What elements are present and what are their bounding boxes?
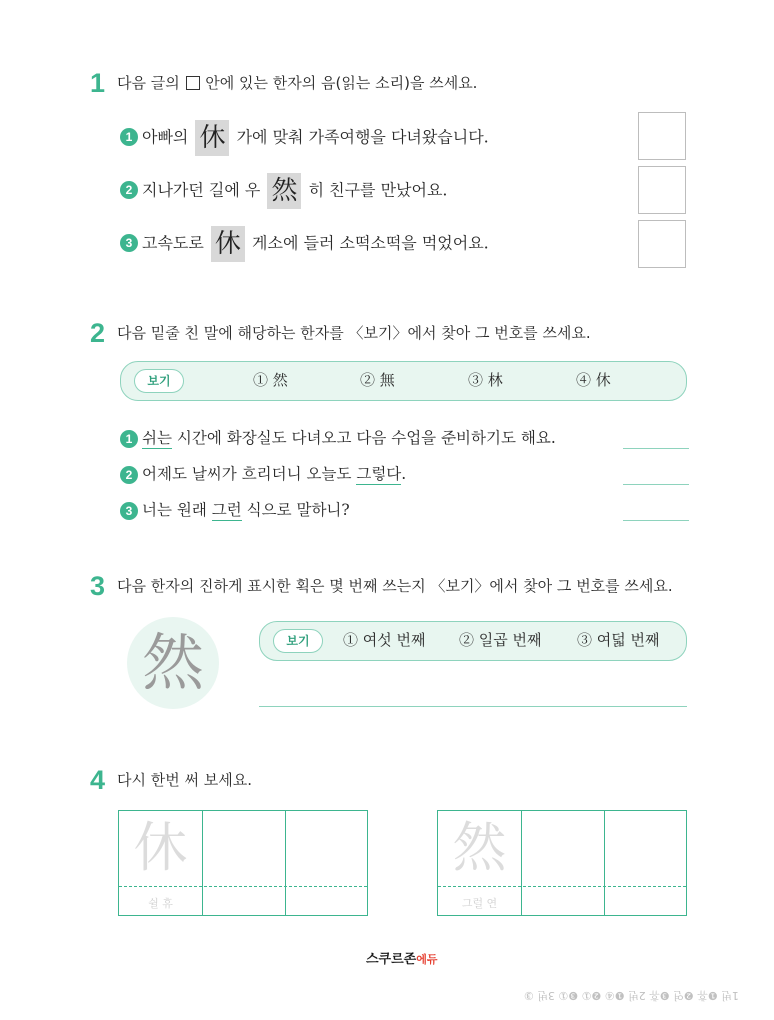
grid-cell-divider bbox=[202, 811, 203, 915]
question-1-instruction bbox=[117, 76, 477, 91]
sentence-text: 너는 원래 bbox=[142, 501, 212, 519]
sentence-text: 아빠의 bbox=[142, 127, 189, 147]
q2-sentence-2 bbox=[142, 467, 406, 483]
item-number-badge: 3 bbox=[120, 502, 138, 520]
underlined-word: 그런 bbox=[211, 501, 242, 519]
question-4-number: 4 bbox=[90, 765, 106, 795]
grid-cell-divider bbox=[285, 811, 286, 915]
item-number-badge: 2 bbox=[120, 181, 138, 199]
stroke-order-hanja: 然 bbox=[127, 617, 219, 709]
sentence-text: . bbox=[401, 465, 407, 483]
answer-line-1[interactable] bbox=[623, 448, 689, 449]
sentence-text: 게소에 들러 소떡소떡을 먹었어요. bbox=[252, 233, 489, 253]
bogi-option: ② 일곱 번째 bbox=[459, 631, 542, 649]
underlined-word: 그렇다 bbox=[356, 465, 402, 483]
logo-text: 에듀 bbox=[416, 953, 438, 966]
sentence-text: 고속도로 bbox=[142, 233, 204, 253]
q2-sentence-3 bbox=[142, 503, 350, 519]
item-number-badge: 2 bbox=[120, 466, 138, 484]
grid-dashed-line bbox=[119, 886, 367, 887]
trace-hanja: 休 bbox=[133, 816, 188, 879]
bogi-option: ① 然 bbox=[253, 371, 288, 389]
writing-grid-2[interactable] bbox=[437, 810, 687, 916]
hanja-reading: 쉴 휴 bbox=[148, 897, 173, 910]
sentence-text: 시간에 화장실도 다녀오고 다음 수업을 준비하기도 해요. bbox=[171, 429, 556, 447]
blank-box-icon bbox=[186, 76, 200, 90]
grid-cell-divider bbox=[521, 811, 522, 915]
question-4-instruction: 다시 한번 써 보세요. bbox=[117, 771, 252, 789]
highlighted-hanja: 休 bbox=[195, 120, 229, 156]
sentence-text: 어제도 날씨가 흐리더니 오늘도 bbox=[142, 465, 357, 483]
hanja-reading: 그럴 연 bbox=[461, 897, 498, 910]
item-number-badge: 1 bbox=[120, 128, 138, 146]
item-number-badge: 1 bbox=[120, 430, 138, 448]
answer-line-2[interactable] bbox=[623, 484, 689, 485]
highlighted-hanja: 然 bbox=[267, 173, 301, 209]
question-3-instruction: 다음 한자의 진하게 표시한 획은 몇 번째 쓰는지 〈보기〉에서 찾아 그 번호를 쓰세요. bbox=[117, 577, 673, 595]
bogi-option: ④ 休 bbox=[576, 371, 611, 389]
question-1-number: 1 bbox=[90, 68, 106, 98]
bogi-option: ③ 林 bbox=[468, 371, 503, 389]
highlighted-hanja: 休 bbox=[211, 226, 245, 262]
answer-line[interactable] bbox=[259, 706, 687, 707]
bogi-option: ③ 여덟 번째 bbox=[577, 631, 660, 649]
question-2-number: 2 bbox=[90, 318, 106, 348]
grid-dashed-line bbox=[438, 886, 686, 887]
sentence-text: 히 친구를 만났어요. bbox=[308, 180, 448, 200]
answer-box-3[interactable] bbox=[638, 220, 686, 268]
answer-box-1[interactable] bbox=[638, 112, 686, 160]
bogi-option: ② 無 bbox=[360, 371, 395, 389]
bogi-label: 보기 bbox=[134, 369, 184, 393]
q1-sentence-3 bbox=[142, 226, 489, 262]
instruction-text: 다음 글의 bbox=[117, 74, 180, 92]
q2-sentence-1 bbox=[142, 431, 556, 447]
sentence-text: 가에 맞춰 가족여행을 다녀왔습니다. bbox=[236, 127, 489, 147]
answer-box-2[interactable] bbox=[638, 166, 686, 214]
answer-line-3[interactable] bbox=[623, 520, 689, 521]
grid-cell-divider bbox=[604, 811, 605, 915]
question-3-number: 3 bbox=[90, 571, 106, 601]
sentence-text: 지나가던 길에 우 bbox=[142, 180, 261, 200]
writing-grid-1[interactable] bbox=[118, 810, 368, 916]
answer-key: 1번 ❶휴 ❷연 ❸휴 2번 ❶④ ❷① ❸① 3번 ③ bbox=[524, 989, 739, 1002]
publisher-logo bbox=[366, 948, 438, 967]
q1-sentence-2 bbox=[142, 173, 447, 209]
instruction-text: 안에 있는 한자의 음(읽는 소리)을 쓰세요. bbox=[205, 74, 478, 92]
q1-sentence-1 bbox=[142, 120, 489, 156]
question-2-instruction: 다음 밑줄 친 말에 해당하는 한자를 〈보기〉에서 찾아 그 번호를 쓰세요. bbox=[117, 324, 591, 342]
sentence-text: 식으로 말하니? bbox=[241, 501, 350, 519]
item-number-badge: 3 bbox=[120, 234, 138, 252]
trace-hanja: 然 bbox=[452, 816, 507, 879]
bogi-option: ① 여섯 번째 bbox=[343, 631, 426, 649]
logo-text: 스쿠르존 bbox=[366, 952, 417, 967]
bogi-label: 보기 bbox=[273, 629, 323, 653]
underlined-word: 쉬는 bbox=[142, 429, 172, 447]
